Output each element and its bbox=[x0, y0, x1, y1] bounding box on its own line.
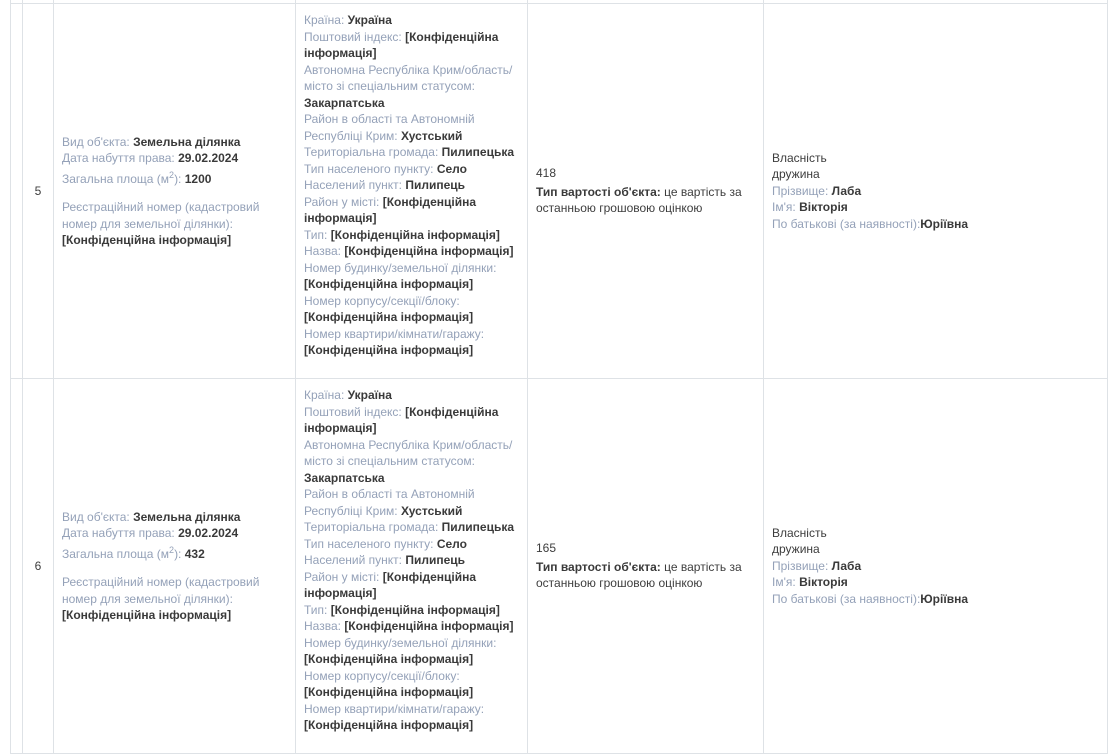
field-label: Дата набуття права: bbox=[62, 526, 175, 540]
field-value: [Конфіденційна інформація] bbox=[304, 194, 476, 225]
field-label: Тип: bbox=[304, 227, 328, 242]
location-cell bbox=[296, 4, 528, 379]
object-main-fields bbox=[62, 134, 287, 188]
row-number: 5 bbox=[34, 183, 42, 198]
field-value: [Конфіденційна інформація] bbox=[304, 569, 476, 600]
field-value: [Конфіденційна інформація] bbox=[304, 277, 474, 291]
field-label: Номер корпусу/секції/блоку: bbox=[304, 668, 460, 683]
location-field-settlement-type bbox=[304, 161, 525, 178]
value-amount: 418 bbox=[536, 166, 557, 181]
value-type-field bbox=[536, 559, 755, 592]
field-label: Номер будинку/земельної ділянки: bbox=[304, 260, 497, 275]
field-value: Пилипецька bbox=[441, 520, 515, 534]
field-label: Прізвище: bbox=[772, 183, 829, 198]
field-value: Хустський bbox=[400, 503, 463, 518]
field-label: Номер корпусу/секції/блоку: bbox=[304, 293, 460, 308]
patronymic-field bbox=[772, 591, 1099, 608]
declaration-objects-table bbox=[10, 0, 1108, 754]
field-value: [Конфіденційна інформація] bbox=[304, 29, 499, 60]
field-value: Закарпатська bbox=[304, 95, 385, 110]
value-cell bbox=[528, 4, 764, 379]
location-field-block-number bbox=[304, 293, 525, 326]
location-field-hromada bbox=[304, 519, 525, 536]
field-value: [Конфіденційна інформація] bbox=[344, 619, 514, 633]
field-value: [Конфіденційна інформація] bbox=[304, 718, 474, 732]
field-label: По батькові (за наявності): bbox=[772, 591, 921, 606]
location-cell bbox=[296, 379, 528, 754]
object-row-6 bbox=[11, 379, 1108, 754]
field-label: Номер будинку/земельної ділянки: bbox=[304, 635, 497, 650]
field-label: Назва: bbox=[304, 244, 341, 258]
field-label: Тип населеного пункту: bbox=[304, 161, 434, 176]
field-label: Район в області та Автономній Республіці Крим: bbox=[304, 487, 475, 518]
superscript-2: 2 bbox=[169, 544, 175, 555]
value-amount: 165 bbox=[536, 541, 557, 556]
field-value: Пилипецька bbox=[441, 145, 515, 159]
object-main-fields bbox=[62, 509, 287, 563]
field-value: [Конфіденційна інформація] bbox=[344, 244, 514, 258]
row-number: 6 bbox=[34, 558, 42, 573]
field-label: Країна: bbox=[304, 13, 345, 27]
surname-field bbox=[772, 183, 1099, 200]
field-value: Хустський bbox=[400, 128, 463, 143]
ownership-cell bbox=[764, 4, 1108, 379]
field-label: Населений пункт: bbox=[304, 178, 402, 192]
field-label-bold: Тип вартості об'єкта: bbox=[536, 184, 661, 199]
field-value: [Конфіденційна інформація] bbox=[62, 233, 232, 247]
patronymic-field bbox=[772, 216, 1099, 233]
field-label: Район в області та Автономній Республіці Крим: bbox=[304, 112, 475, 143]
location-field-postal-code bbox=[304, 404, 525, 437]
field-label: Поштовий індекс: bbox=[304, 404, 402, 419]
location-field-postal-code bbox=[304, 29, 525, 62]
location-field-street-type bbox=[304, 602, 525, 619]
location-field-apartment-number bbox=[304, 326, 525, 359]
location-field-street-name bbox=[304, 618, 525, 635]
field-label: Район у місті: bbox=[304, 194, 380, 209]
field-label: Ім'я: bbox=[772, 200, 796, 215]
field-value: Земельна ділянка bbox=[133, 509, 241, 524]
ownership-kind: Власність bbox=[772, 525, 827, 540]
field-label: Вид об'єкта: bbox=[62, 509, 130, 524]
field-value: 29.02.2024 bbox=[178, 526, 239, 540]
field-label: Назва: bbox=[304, 619, 341, 633]
object-type-field bbox=[62, 509, 287, 526]
acquire-date-field bbox=[62, 150, 287, 167]
field-label: Прізвище: bbox=[772, 558, 829, 573]
field-label: Реєстраційний номер (кадастровий номер для земельної ділянки): bbox=[62, 200, 260, 231]
field-label: Загальна площа $(м^2)$: bbox=[62, 169, 182, 186]
field-value: [Конфіденційна інформація] bbox=[330, 602, 500, 617]
superscript-2: 2 bbox=[169, 169, 175, 180]
field-label: Територіальна громада: bbox=[304, 520, 439, 534]
field-label: Населений пункт: bbox=[304, 553, 402, 567]
location-field-settlement bbox=[304, 552, 525, 569]
registration-number-field bbox=[62, 199, 287, 249]
location-field-region bbox=[304, 437, 525, 487]
field-label: Дата набуття права: bbox=[62, 151, 175, 165]
field-label: Поштовий індекс: bbox=[304, 29, 402, 44]
object-type-field bbox=[62, 134, 287, 151]
field-text: це вартість за останньою грошовою оцінкою bbox=[536, 559, 742, 591]
field-label: Автономна Республіка Крим/область/місто зі спеціальним статусом: bbox=[304, 62, 513, 93]
field-label: Територіальна громада: bbox=[304, 145, 439, 159]
location-field-country bbox=[304, 12, 525, 29]
surname-field bbox=[772, 558, 1099, 575]
location-field-street-type bbox=[304, 227, 525, 244]
field-value: [Конфіденційна інформація] bbox=[62, 608, 232, 622]
location-field-apartment-number bbox=[304, 701, 525, 734]
total-area-field bbox=[62, 167, 287, 188]
location-field-settlement-type bbox=[304, 536, 525, 553]
field-value: [Конфіденційна інформація] bbox=[304, 310, 474, 324]
value-cell bbox=[528, 379, 764, 754]
object-info-cell bbox=[54, 4, 296, 379]
empty-cell bbox=[11, 379, 23, 754]
field-label: Ім'я: bbox=[772, 575, 796, 590]
field-label: Номер квартири/кімнати/гаражу: bbox=[304, 701, 485, 716]
empty-cell bbox=[11, 4, 23, 379]
location-field-building-number bbox=[304, 635, 525, 668]
field-value: Вікторія bbox=[799, 575, 848, 590]
field-value: Земельна ділянка bbox=[133, 134, 241, 149]
field-value: [Конфіденційна інформація] bbox=[304, 343, 474, 357]
ownership-relation: дружина bbox=[772, 167, 820, 182]
field-value: Пилипець bbox=[405, 178, 466, 192]
field-label: Вид об'єкта: bbox=[62, 134, 130, 149]
field-value: 1200 bbox=[184, 171, 212, 186]
field-value: Лаба bbox=[831, 183, 862, 198]
location-field-city-district bbox=[304, 569, 525, 602]
location-field-city-district bbox=[304, 194, 525, 227]
value-type-field bbox=[536, 184, 755, 217]
object-info-cell bbox=[54, 379, 296, 754]
location-field-settlement bbox=[304, 177, 525, 194]
field-value: Закарпатська bbox=[304, 470, 385, 485]
registration-number-field bbox=[62, 574, 287, 624]
ownership-relation: дружина bbox=[772, 542, 820, 557]
ownership-cell bbox=[764, 379, 1108, 754]
field-text: це вартість за останньою грошовою оцінкою bbox=[536, 184, 742, 216]
location-field-district bbox=[304, 111, 525, 144]
field-value: Лаба bbox=[831, 558, 862, 573]
field-label: Загальна площа $(м^2)$: bbox=[62, 544, 182, 561]
location-field-building-number bbox=[304, 260, 525, 293]
field-value: Село bbox=[436, 161, 467, 176]
field-value: [Конфіденційна інформація] bbox=[304, 404, 499, 435]
field-value: Юріївна bbox=[920, 591, 969, 606]
field-label: Тип населеного пункту: bbox=[304, 536, 434, 551]
field-label: Номер квартири/кімнати/гаражу: bbox=[304, 326, 485, 341]
field-label: Район у місті: bbox=[304, 569, 380, 584]
location-field-region bbox=[304, 62, 525, 112]
field-value: Юріївна bbox=[920, 216, 969, 231]
row-number-cell bbox=[23, 379, 54, 754]
field-value: [Конфіденційна інформація] bbox=[304, 685, 474, 699]
field-label: Автономна Республіка Крим/область/місто зі спеціальним статусом: bbox=[304, 437, 513, 468]
acquire-date-field bbox=[62, 525, 287, 542]
field-value: Україна bbox=[347, 13, 392, 27]
object-row-5 bbox=[11, 4, 1108, 379]
name-field bbox=[772, 574, 1099, 591]
field-value: Пилипець bbox=[405, 553, 466, 567]
field-label: По батькові (за наявності): bbox=[772, 216, 921, 231]
location-field-block-number bbox=[304, 668, 525, 701]
field-label: Країна: bbox=[304, 388, 345, 402]
location-field-street-name bbox=[304, 243, 525, 260]
field-label: Тип: bbox=[304, 602, 328, 617]
location-field-country bbox=[304, 387, 525, 404]
field-label-bold: Тип вартості об'єкта: bbox=[536, 559, 661, 574]
location-field-hromada bbox=[304, 144, 525, 161]
row-number-cell bbox=[23, 4, 54, 379]
location-field-district bbox=[304, 486, 525, 519]
field-value: Вікторія bbox=[799, 200, 848, 215]
name-field bbox=[772, 199, 1099, 216]
field-value: [Конфіденційна інформація] bbox=[330, 227, 500, 242]
field-value: Україна bbox=[347, 388, 392, 402]
field-label: Реєстраційний номер (кадастровий номер для земельної ділянки): bbox=[62, 575, 260, 606]
total-area-field bbox=[62, 542, 287, 563]
ownership-kind: Власність bbox=[772, 150, 827, 165]
field-value: Село bbox=[436, 536, 467, 551]
field-value: [Конфіденційна інформація] bbox=[304, 652, 474, 666]
field-value: 29.02.2024 bbox=[178, 151, 239, 165]
field-value: 432 bbox=[184, 546, 205, 561]
